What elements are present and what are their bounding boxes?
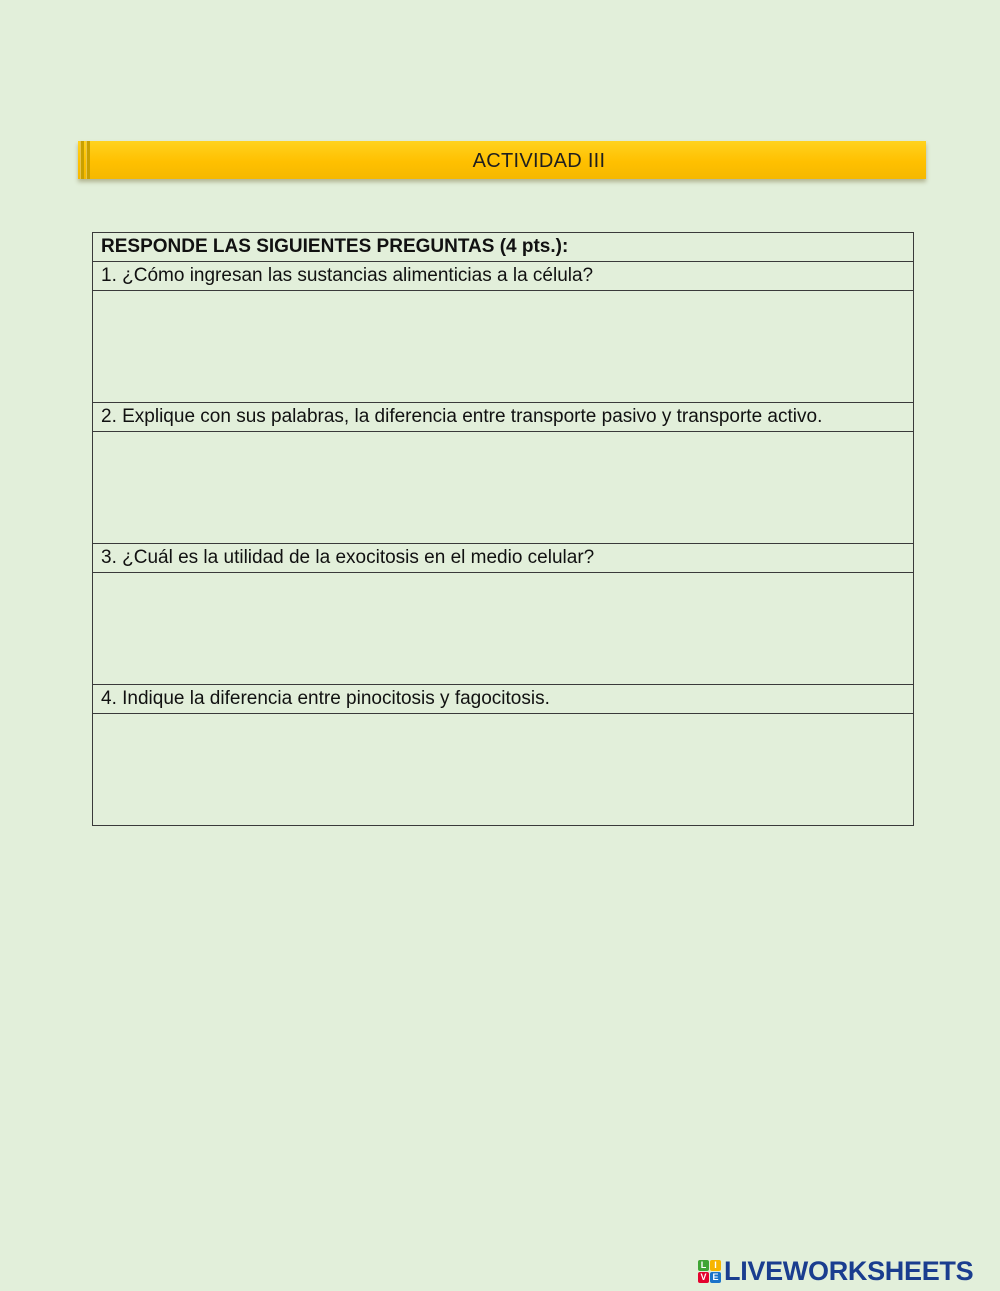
logo-wordmark: LIVEWORKSHEETS	[724, 1256, 974, 1286]
question-3-text: 3. ¿Cuál es la utilidad de la exocitosis en el medio celular?	[93, 544, 914, 573]
answer-3-input[interactable]	[101, 573, 905, 684]
logo-mark-i: I	[710, 1260, 721, 1271]
answer-cell-1	[93, 291, 914, 403]
question-row-2	[93, 403, 914, 432]
answer-cell-3	[93, 573, 914, 685]
question-4-text: 4. Indique la diferencia entre pinocitosis y fagocitosis.	[93, 685, 914, 714]
question-2-text: 2. Explique con sus palabras, la diferencia entre transporte pasivo y transporte activo.	[93, 403, 914, 432]
question-row-4	[93, 685, 914, 714]
question-row-1	[93, 262, 914, 291]
activity-title: ACTIVIDAD III	[472, 150, 606, 172]
answer-1-input[interactable]	[101, 291, 905, 402]
answer-row-3	[93, 573, 914, 685]
answer-4-input[interactable]	[101, 714, 905, 825]
liveworksheets-logo	[698, 1256, 973, 1286]
logo-mark-l: L	[698, 1260, 709, 1271]
question-row-3	[93, 544, 914, 573]
table-header-row	[93, 233, 914, 262]
answer-row-1	[93, 291, 914, 403]
logo-mark-v: V	[698, 1272, 709, 1283]
activity-banner	[78, 141, 926, 179]
question-1-text: 1. ¿Cómo ingresan las sustancias alimenticias a la célula?	[93, 262, 914, 291]
liveworksheets-logo-icon	[698, 1260, 721, 1283]
answer-cell-4	[93, 714, 914, 826]
answer-2-input[interactable]	[101, 432, 905, 543]
answer-row-2	[93, 432, 914, 544]
instructions-header: RESPONDE LAS SIGUIENTES PREGUNTAS (4 pts.):	[93, 233, 914, 262]
answer-cell-2	[93, 432, 914, 544]
questions-table	[92, 232, 914, 826]
logo-mark-e: E	[710, 1272, 721, 1283]
answer-row-4	[93, 714, 914, 826]
